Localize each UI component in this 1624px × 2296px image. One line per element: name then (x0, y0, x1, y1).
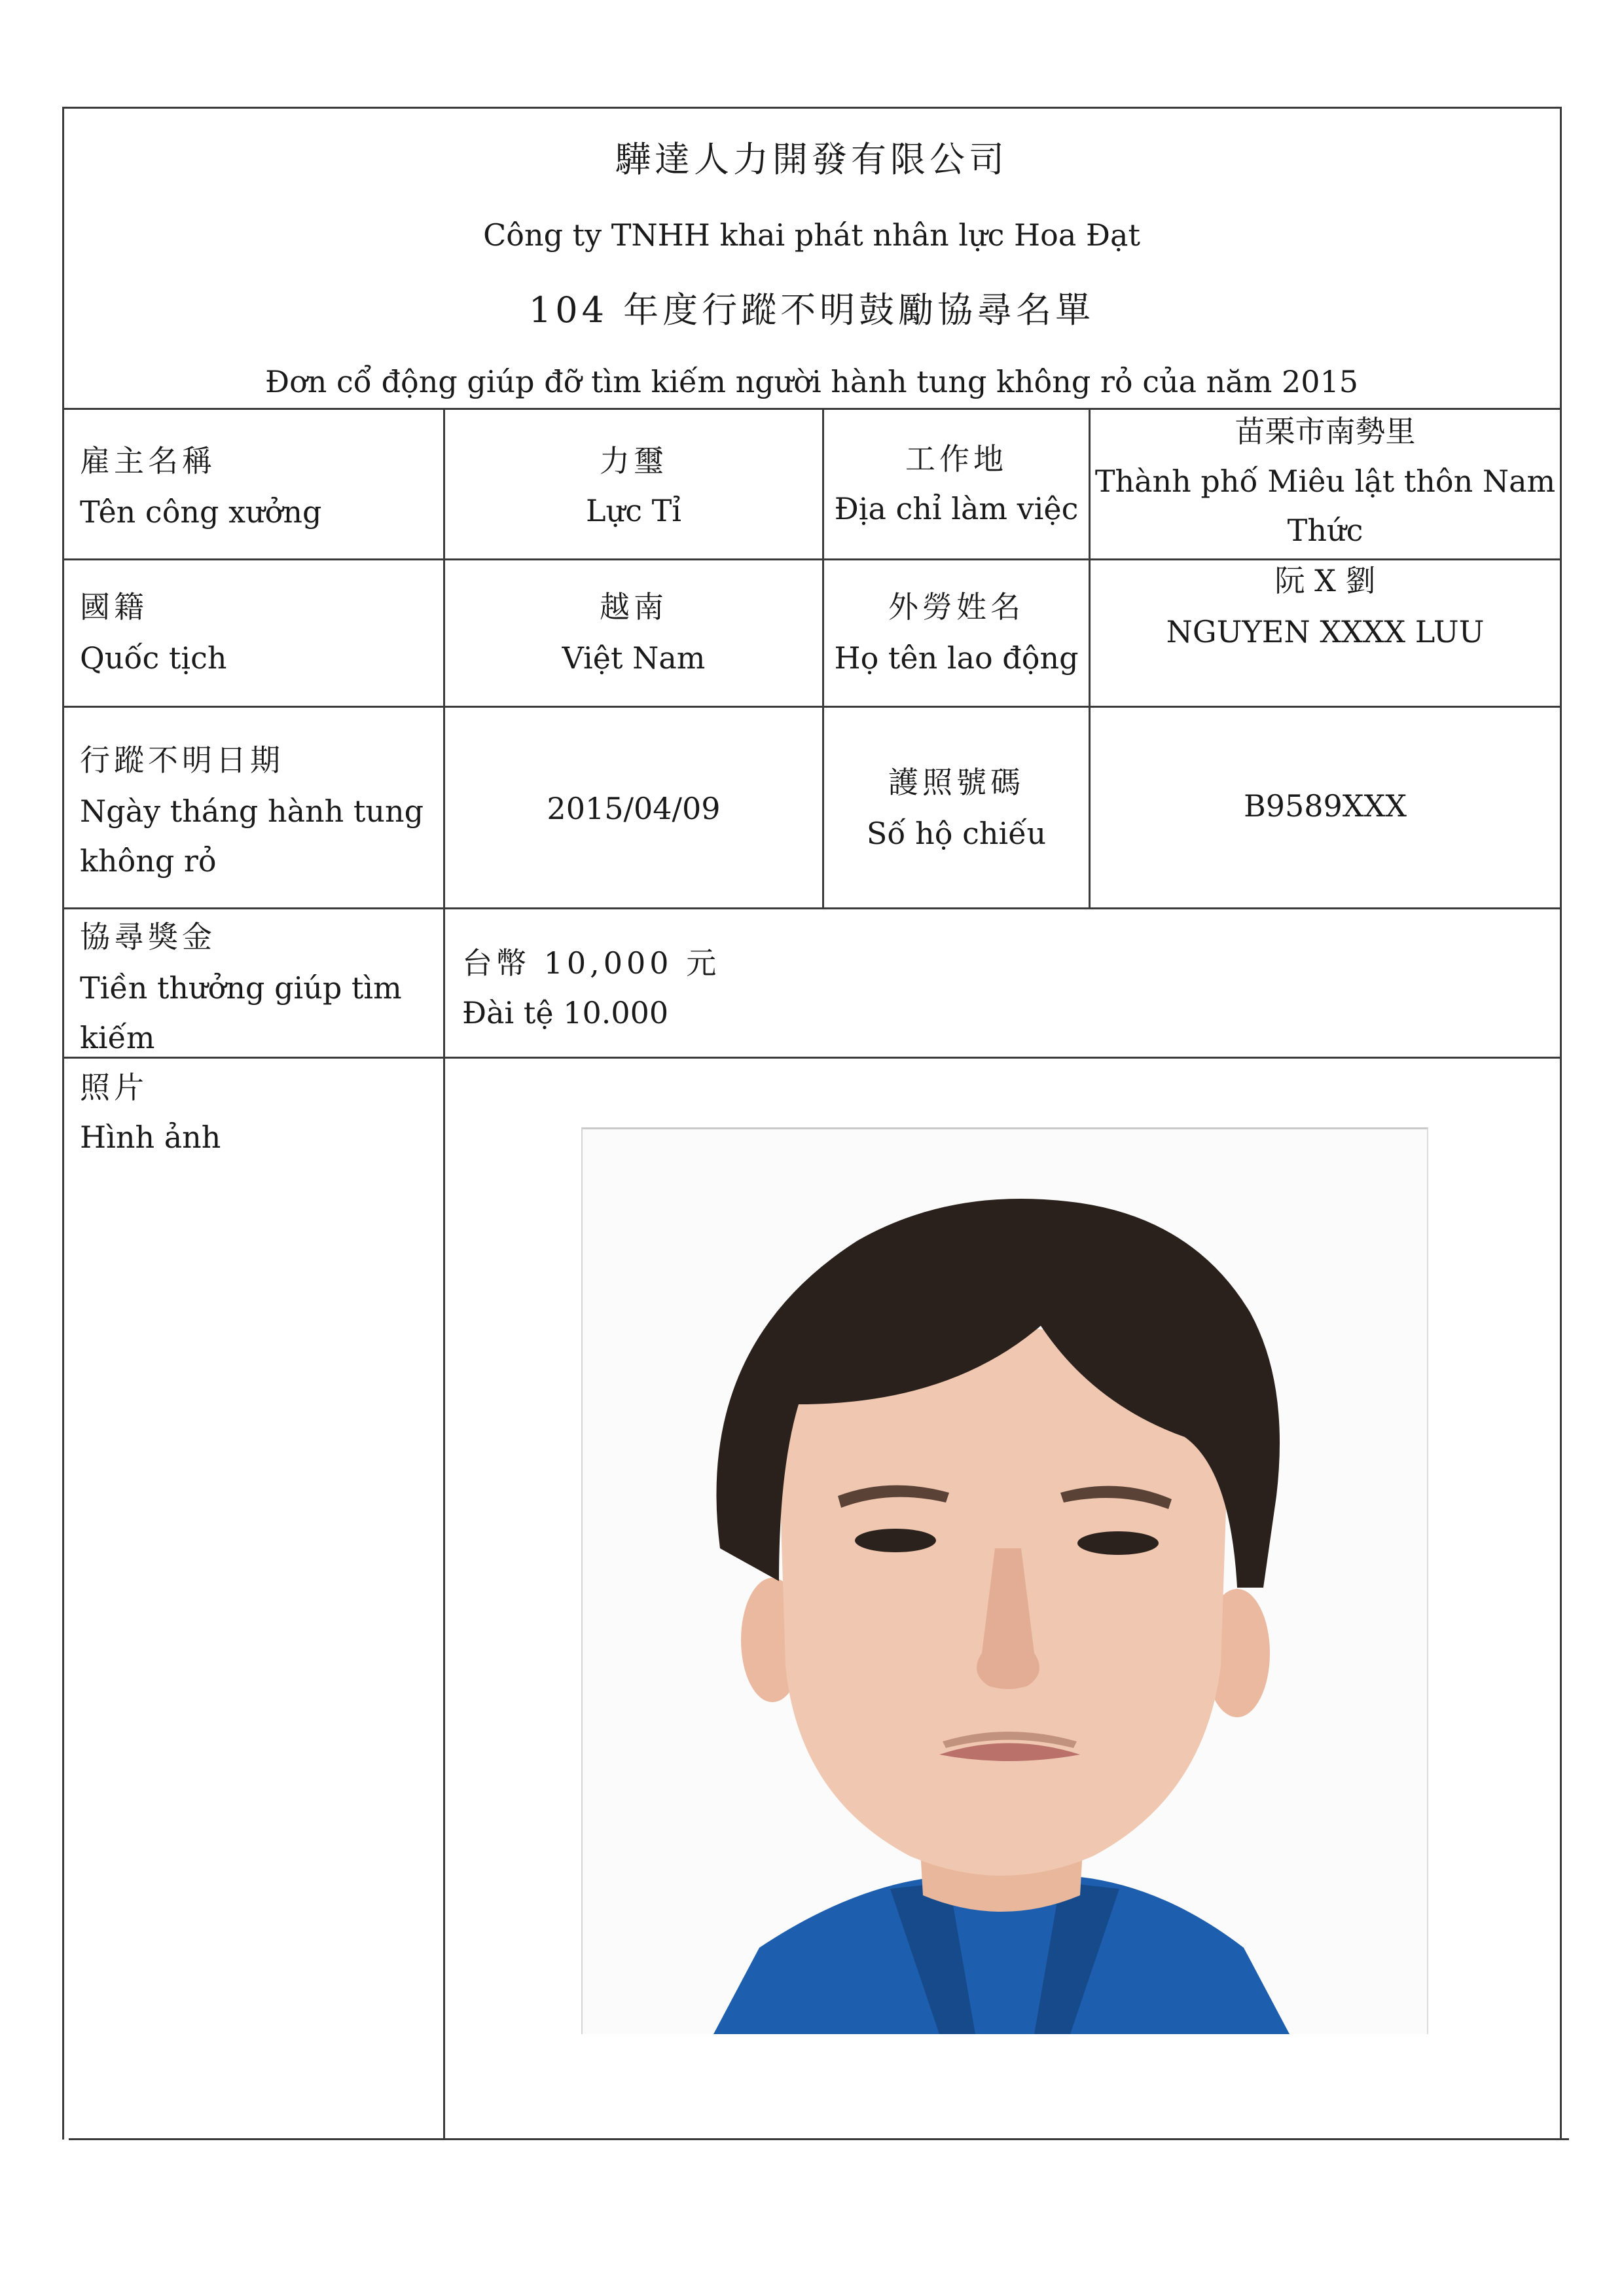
missing-date-label-vi-line1: Ngày tháng hành tung (80, 793, 424, 829)
row-separator (62, 408, 1561, 410)
employer-label-vi: Tên công xưởng (80, 494, 322, 530)
nationality-value-vi: Việt Nam (562, 640, 706, 676)
row-separator (62, 907, 1561, 909)
nationality-value-zh: 越南 (600, 589, 668, 625)
missing-date-label-vi-line2: không rỏ (80, 843, 217, 879)
reward-label-zh: 協尋獎金 (80, 919, 216, 955)
table-border-right (1560, 107, 1562, 2140)
table-border-left (62, 107, 64, 2140)
company-name-vi: Công ty TNHH khai phát nhân lực Hoa Đạt (483, 217, 1140, 253)
nationality-label-vi: Quốc tịch (80, 640, 227, 676)
row-separator (62, 558, 1561, 560)
work-address-value-vi-line2: Thức (1287, 513, 1363, 548)
worker-name-value-en: NGUYEN XXXX LUU (1166, 614, 1485, 649)
nationality-label-zh: 國籍 (80, 589, 148, 625)
missing-date-label-zh: 行蹤不明日期 (80, 742, 284, 778)
work-address-value-zh: 苗栗市南勢里 (1235, 414, 1416, 449)
employer-value-zh: 力璽 (600, 443, 668, 479)
right-eye (1077, 1531, 1159, 1555)
worker-name-label-zh: 外勞姓名 (888, 589, 1024, 625)
work-address-value-vi-line1: Thành phố Miêu lật thôn Nam (1094, 464, 1556, 499)
table-border-bottom (69, 2138, 1569, 2140)
passport-value: B9589XXX (1243, 788, 1407, 824)
left-eye (855, 1529, 936, 1552)
passport-label-zh: 護照號碼 (888, 765, 1024, 800)
photo-label-vi: Hình ảnh (80, 1120, 221, 1155)
work-address-label-zh: 工作地 (905, 441, 1007, 477)
employer-label-zh: 雇主名稱 (80, 443, 216, 479)
passport-label-vi: Số hộ chiếu (866, 816, 1047, 851)
row-separator (62, 1057, 1561, 1059)
reward-label-vi-line1: Tiền thưởng giúp tìm (80, 970, 402, 1006)
form-title-vi: Đơn cổ động giúp đỡ tìm kiếm người hành tung không rỏ của năm 2015 (264, 364, 1359, 399)
worker-name-value-zh: 阮 X 劉 (1274, 563, 1376, 598)
employer-value-vi: Lực Tỉ (586, 493, 681, 528)
reward-value-vi: Đài tệ 10.000 (462, 995, 669, 1030)
company-name-zh: 驊達人力開發有限公司 (615, 139, 1008, 180)
reward-value-zh: 台幣 10,000 元 (462, 945, 721, 981)
worker-photo (581, 1127, 1428, 2034)
portrait-illustration (583, 1129, 1427, 2034)
worker-name-label-vi: Họ tên lao động (834, 640, 1079, 676)
work-address-label-vi: Địa chỉ làm việc (834, 491, 1079, 526)
reward-label-vi-line2: kiếm (80, 1020, 155, 1055)
row-separator (62, 706, 1561, 708)
table-border-top (62, 107, 1561, 109)
missing-date-value: 2015/04/09 (547, 791, 721, 826)
photo-label-zh: 照片 (80, 1070, 148, 1105)
form-title-zh: 104 年度行蹤不明鼓勵協尋名單 (528, 289, 1095, 331)
